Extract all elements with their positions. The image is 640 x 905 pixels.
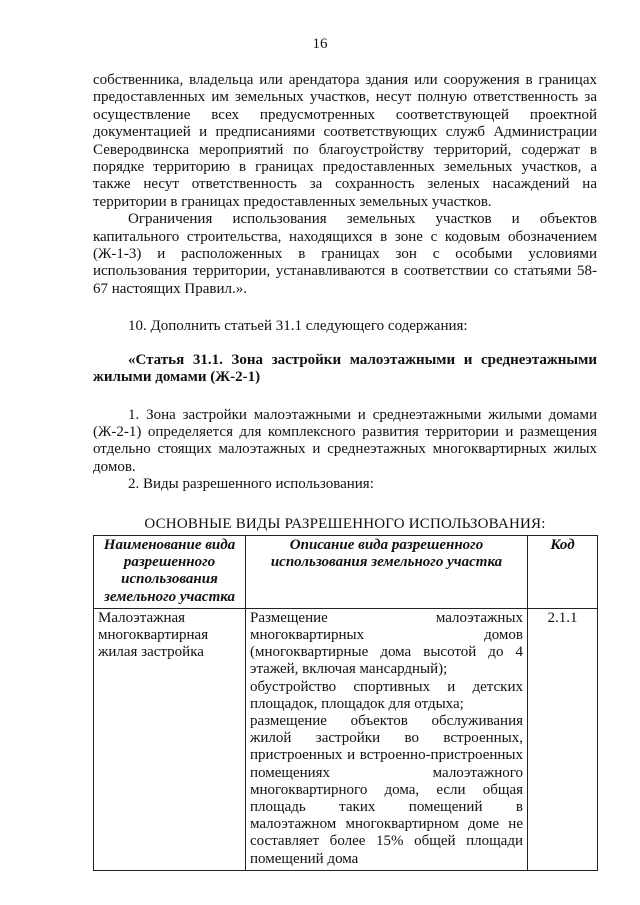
header-name: Наименование вида разрешенного использования земельного участка [94,535,246,608]
header-description: Описание вида разрешенного использования земельного участка [246,535,528,608]
page-number: 16 [312,36,328,52]
description-line: обустройство спортивных и детских площадок, площадок для отдыха; [250,678,523,712]
paragraph-permitted-uses: 2. Виды разрешенного использования: [128,476,374,493]
paragraph-amendment: 10. Дополнить статьей 31.1 следующего содержания: [128,318,468,335]
paragraph-zone-definition: 1. Зона застройки малоэтажными и среднеэтажными жилыми домами (Ж-2-1) определяется для комплексного развития территории и размещения отдельно стоящих малоэтажных и среднеэтажных многоквартирных жилых домов. [93,406,597,475]
cell-description [246,608,528,870]
description-line: Размещение малоэтажных многоквартирных домов (многоквартирные дома высотой до 4 этажей, включая мансардный); [250,609,523,678]
table-header-row [94,535,598,608]
article-title: «Статья 31.1. Зона застройки малоэтажными и среднеэтажными жилыми домами (Ж-2-1) [93,351,597,386]
permitted-uses-table [93,535,598,871]
paragraph-restrictions: Ограничения использования земельных участков и объектов капитального строительства, находящихся в зоне с кодовым обозначением (Ж-1-3) и расположенных в границах зон с особыми условиями использования территории, устанавливаются в соответствии со статьями 58-67 настоящих Правил.». [93,211,597,297]
header-code: Код [528,535,598,608]
cell-name: Малоэтажная многоквартирная жилая застройка [94,608,246,870]
paragraph-responsibility: собственника, владельца или арендатора здания или сооружения в границах предоставленных им земельных участков, несут полную ответственность за осуществление всех предусмотренных соответствующей проектной документацией и предписаниями соответствующих служб Администрации Северодвинска мероприятий по благоустройству территорий, содержат в порядке территорию в границах предоставленных земельных участков, а также несут ответственность за сохранность зеленых насаждений на территории в границах предоставленных земельных участков. [93,72,597,210]
table-heading: ОСНОВНЫЕ ВИДЫ РАЗРЕШЕННОГО ИСПОЛЬЗОВАНИЯ: [144,515,546,532]
description-line: размещение объектов обслуживания жилой застройки во встроенных, пристроенных и встроенно-пристроенных помещениях малоэтажного многоквартирного дома, если общая площадь таких помещений в малоэтажном многоквартирном доме не составляет более 15% общей площади помещений дома [250,712,523,867]
cell-code: 2.1.1 [528,608,598,870]
document-body [93,72,597,871]
table-row [94,608,598,870]
